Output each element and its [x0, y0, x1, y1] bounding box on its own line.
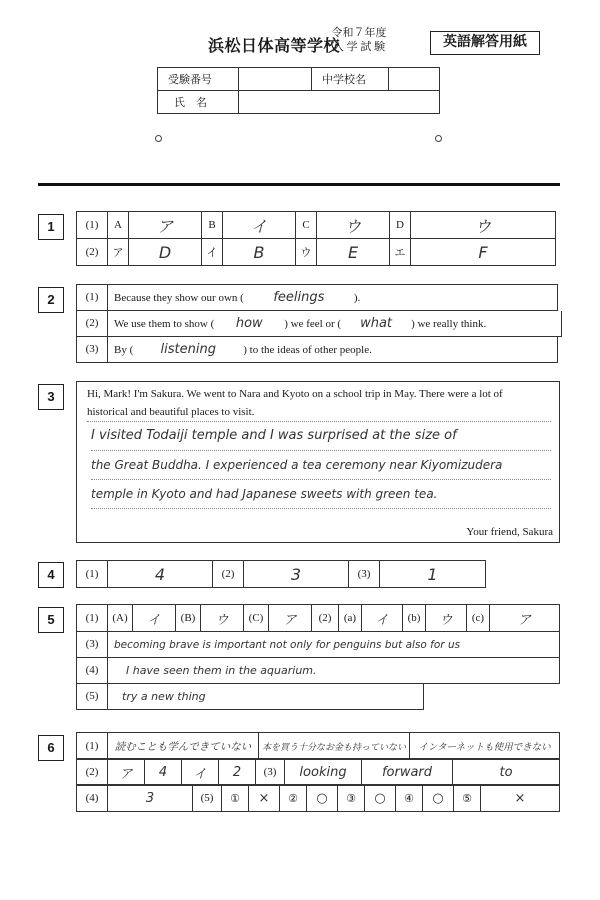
year-line1: 令和７年度 [331, 27, 387, 39]
q2-r1-answer[interactable]: feelings [273, 290, 325, 305]
q3-intro [77, 382, 559, 422]
q6-word-2[interactable]: forward [362, 759, 453, 786]
year-line2: 入 学 試 験 [332, 41, 386, 53]
q1-r2-answer-d[interactable]: F [411, 239, 556, 266]
q5-row-5 [76, 684, 424, 710]
q1-answer-b[interactable]: イ [223, 212, 296, 239]
q6-item-4: ④ [396, 785, 423, 812]
q1-r2-label: (2) [77, 239, 108, 266]
q2-r2-post: ) we really think. [411, 317, 487, 330]
q4-answer-3[interactable]: 1 [380, 561, 486, 588]
q6-label-5: (5) [193, 785, 222, 812]
divider-rule [38, 183, 560, 186]
punch-hole-left [155, 135, 162, 142]
question-3-box [76, 381, 560, 543]
q2-row-2 [76, 311, 562, 337]
q3-answer-line3[interactable]: temple in Kyoto and had Japanese sweets with green tea. [91, 480, 551, 509]
q2-r2-pre: We use them to show ( [114, 317, 215, 330]
q5-choice-b: (b) [403, 605, 426, 632]
question-1-table [76, 211, 556, 266]
q6-mark-1[interactable]: × [249, 785, 280, 812]
q6-r1-label: (1) [77, 733, 108, 760]
q5-answer-c[interactable]: ア [490, 605, 560, 632]
q5-r1-label: (1) [77, 605, 108, 632]
q6-item-3: ③ [338, 785, 365, 812]
q3-signature: Your friend, Sakura [466, 526, 553, 538]
q5-choice-c: (c) [467, 605, 490, 632]
q6-answer-1a[interactable]: 読むことも学んできていない [108, 733, 259, 760]
sheet-title: 英語解答用紙 [430, 31, 540, 55]
q6-mark-5[interactable]: × [481, 785, 560, 812]
q3-intro-line2: historical and beautiful places to visit. [87, 403, 551, 422]
q5-row-3 [76, 632, 560, 658]
q2-r3-answer[interactable]: listening [160, 342, 216, 357]
q6-value-2[interactable]: 2 [219, 759, 256, 786]
q2-row-1 [76, 284, 558, 311]
q4-label-2: (2) [213, 561, 244, 588]
question-5-table [76, 604, 560, 632]
question-6-row-2 [76, 758, 560, 786]
q4-label-1: (1) [77, 561, 108, 588]
q5-choice-B: (B) [176, 605, 201, 632]
q2-r2-answer-1[interactable]: how [235, 316, 263, 331]
q1-choice-d: D [390, 212, 411, 239]
q2-r3-post: ) to the ideas of other people. [243, 343, 372, 356]
info-table [157, 67, 440, 114]
q6-mark-3[interactable]: ○ [365, 785, 396, 812]
q1-r2-answer-c[interactable]: E [317, 239, 390, 266]
question-1-number: 1 [38, 214, 64, 240]
question-6-number: 6 [38, 735, 64, 761]
exam-number-label: 受験番号 [158, 68, 239, 91]
q5-choice-a: (a) [339, 605, 362, 632]
q6-item-2: ② [280, 785, 307, 812]
q6-r2-label: (2) [77, 759, 108, 786]
q3-answer-line1[interactable]: I visited Todaiji temple and I was surprised at the size of [91, 422, 551, 451]
question-4-table [76, 560, 486, 588]
q5-r4-answer[interactable]: I have seen them in the aquarium. [126, 664, 317, 677]
q2-r1-label: (1) [77, 285, 108, 310]
q2-r1-pre: Because they show our own ( [114, 291, 244, 304]
exam-number-field[interactable] [239, 68, 312, 91]
q1-r2-answer-a[interactable]: D [129, 239, 202, 266]
q6-value-1[interactable]: 4 [145, 759, 182, 786]
q1-r2-choice-a: ア [108, 239, 129, 266]
q1-choice-a: A [108, 212, 129, 239]
q1-choice-b: B [202, 212, 223, 239]
q2-r3-label: (3) [77, 337, 108, 362]
q1-answer-a[interactable]: ア [129, 212, 202, 239]
q1-r1-label: (1) [77, 212, 108, 239]
q6-mark-2[interactable]: ○ [307, 785, 338, 812]
junior-high-label: 中学校名 [312, 68, 389, 91]
q5-answer-C[interactable]: ア [269, 605, 312, 632]
name-field[interactable] [239, 91, 440, 114]
punch-hole-right [435, 135, 442, 142]
q6-word-1[interactable]: looking [285, 759, 362, 786]
q5-answer-B[interactable]: ウ [201, 605, 244, 632]
q6-r3-label: (4) [77, 785, 108, 812]
q1-answer-c[interactable]: ウ [317, 212, 390, 239]
q4-answer-2[interactable]: 3 [244, 561, 349, 588]
question-5-number: 5 [38, 607, 64, 633]
junior-high-field[interactable] [389, 68, 440, 91]
q5-r3-answer[interactable]: becoming brave is important not only for penguins but also for us [114, 638, 461, 651]
exam-year [327, 26, 391, 54]
q6-mark-4[interactable]: ○ [423, 785, 454, 812]
school-name: 浜松日体高等学校 [208, 38, 341, 55]
q6-item-5: ⑤ [454, 785, 481, 812]
q2-row-3 [76, 337, 558, 363]
q5-r5-label: (5) [77, 684, 108, 709]
q5-label-2: (2) [312, 605, 339, 632]
q6-key-2[interactable]: イ [182, 759, 219, 786]
q6-item-1: ① [222, 785, 249, 812]
q1-answer-d[interactable]: ウ [411, 212, 556, 239]
q5-r5-answer[interactable]: try a new thing [122, 690, 206, 703]
q1-r2-answer-b[interactable]: B [223, 239, 296, 266]
question-2-number: 2 [38, 287, 64, 313]
q2-r1-post: ). [353, 291, 361, 304]
q6-key-1[interactable]: ア [108, 759, 145, 786]
q3-answer-line2[interactable]: the Great Buddha. I experienced a tea ceremony near Kiyomizudera [91, 451, 551, 480]
q5-answer-a[interactable]: イ [362, 605, 403, 632]
q6-label-3: (3) [256, 759, 285, 786]
question-6-row-3 [76, 784, 560, 812]
q5-row-4 [76, 658, 560, 684]
q6-word-3[interactable]: to [453, 759, 560, 786]
q5-r4-label: (4) [77, 658, 108, 683]
question-4-number: 4 [38, 562, 64, 588]
q3-intro-line1: Hi, Mark! I'm Sakura. We went to Nara and Kyoto on a school trip in May. There were a lot of [87, 388, 503, 400]
q5-choice-A: (A) [108, 605, 133, 632]
q2-r3-pre: By ( [114, 343, 134, 356]
question-2-block [76, 284, 560, 363]
q2-r2-answer-2[interactable]: what [360, 316, 393, 331]
q3-answer-area[interactable] [77, 422, 559, 509]
q1-choice-c: C [296, 212, 317, 239]
q1-r2-choice-c: ウ [296, 239, 317, 266]
q4-label-3: (3) [349, 561, 380, 588]
q5-r3-label: (3) [77, 632, 108, 657]
q5-choice-C: (C) [244, 605, 269, 632]
q6-answer-1c[interactable]: インターネットも使用できない [410, 733, 560, 760]
q1-r2-choice-b: イ [202, 239, 223, 266]
question-3-number: 3 [38, 384, 64, 410]
q4-answer-1[interactable]: 4 [108, 561, 213, 588]
question-6-row-1 [76, 732, 560, 760]
q6-answer-1b[interactable]: 本を買う十分なお金も持っていない [259, 733, 410, 760]
q2-r2-mid: ) we feel or ( [284, 317, 342, 330]
q2-r2-label: (2) [77, 311, 108, 336]
q5-answer-A[interactable]: イ [133, 605, 176, 632]
q1-r2-choice-d: エ [390, 239, 411, 266]
name-label: 氏 名 [158, 91, 239, 114]
q5-answer-b[interactable]: ウ [426, 605, 467, 632]
q6-answer-4[interactable]: 3 [108, 785, 193, 812]
